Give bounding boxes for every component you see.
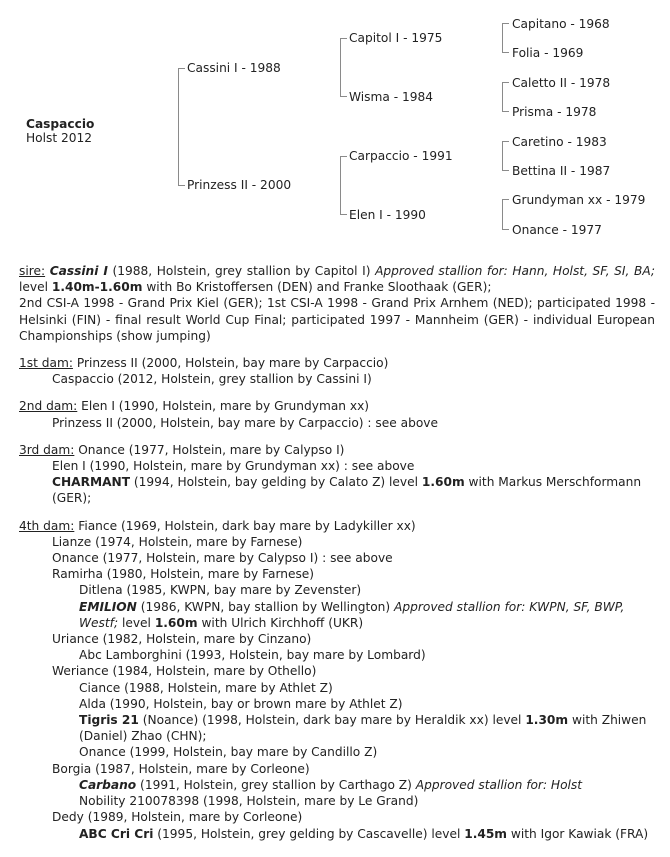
sire-riders: with Bo Kristoffersen (DEN) and Franke Sloothaak (GER);	[142, 280, 492, 295]
pedigree-connector	[502, 23, 503, 53]
pedigree-connector	[502, 199, 509, 200]
horse-rider: with Markus Merschformann (GER);	[52, 475, 642, 506]
offspring-entry: Caspaccio (2012, Holstein, grey stallion by Cassini I)	[52, 372, 372, 387]
offspring-entry: Dedy (1989, Holstein, mare by Corleone)	[52, 810, 303, 825]
sire-approved: Approved stallion for: Hann, Holst, SF, SI, BA;	[375, 264, 656, 278]
horse-name: Tigris 21	[79, 713, 139, 728]
offspring-entry: Ciance (1988, Holstein, mare by Athlet Z)	[79, 680, 333, 695]
sire-level: 1.40m-1.60m	[51, 280, 143, 295]
second-dam-section	[19, 398, 655, 430]
fourth-dam-section	[19, 518, 655, 842]
third-dam-label: 3rd dam:	[19, 442, 75, 457]
pedigree-dam-dam: Elen I - 1990	[349, 208, 426, 222]
pedigree-connector	[502, 23, 509, 24]
pedigree-connector	[502, 111, 509, 112]
pedigree-dam: Prinzess II - 2000	[187, 178, 292, 192]
horse-name: EMILION	[79, 599, 137, 614]
pedigree-connector	[502, 229, 509, 230]
offspring-entry-carbano	[19, 777, 655, 793]
horse-desc: (1994, Holstein, bay gelding by Calato Z) level	[130, 475, 422, 490]
second-dam-label: 2nd dam:	[19, 399, 78, 414]
pedigree-details	[19, 263, 655, 853]
pedigree-connector	[340, 96, 347, 97]
pedigree-ancestor: Caletto II - 1978	[512, 76, 611, 90]
offspring-entry: Ditlena (1985, KWPN, bay mare by Zevenster)	[79, 583, 362, 598]
pedigree-connector	[502, 141, 503, 171]
horse-desc: (Noance) (1998, Holstein, dark bay mare by Heraldik xx) level	[138, 713, 526, 728]
horse-name: ABC Cri Cri	[79, 826, 154, 841]
horse-level-prefix: level	[118, 615, 155, 630]
pedigree-subject-info: Holst 2012	[26, 131, 93, 145]
pedigree-connector	[502, 52, 509, 53]
pedigree-connector	[502, 141, 509, 142]
third-dam-text: Onance (1977, Holstein, mare by Calypso I)	[74, 442, 345, 457]
sire-section	[19, 263, 655, 344]
offspring-entry: Ramirha (1980, Holstein, mare by Farnese)	[52, 567, 315, 582]
offspring-entry: Nobility 210078398 (1998, Holstein, mare by Le Grand)	[79, 794, 419, 809]
horse-level: 1.30m	[525, 713, 569, 728]
fourth-dam-label: 4th dam:	[19, 518, 75, 533]
pedigree-connector	[502, 82, 503, 112]
horse-name: Carbano	[79, 777, 137, 792]
horse-approved: Approved stallion for: KWPN, SF, BWP, Westf;	[79, 599, 625, 630]
horse-desc: (1986, KWPN, bay stallion by Wellington)	[136, 599, 395, 614]
offspring-entry-abc-cri-cri	[19, 826, 655, 842]
third-dam-section	[19, 442, 655, 507]
pedigree-connector	[340, 214, 347, 215]
pedigree-connector	[178, 68, 185, 69]
offspring-entry: Uriance (1982, Holstein, mare by Cinzano)	[52, 632, 312, 647]
horse-level: 1.45m	[464, 826, 508, 841]
pedigree-connector	[340, 38, 347, 39]
offspring-entry: Onance (1999, Holstein, bay mare by Candillo Z)	[79, 745, 378, 760]
horse-rider: with Zhiwen (Daniel) Zhao (CHN);	[79, 713, 647, 744]
horse-desc: (1991, Holstein, grey stallion by Carthago Z)	[136, 777, 416, 792]
pedigree-connector	[178, 185, 185, 186]
offspring-entry: Elen I (1990, Holstein, mare by Grundyman xx) : see above	[52, 459, 415, 474]
horse-approved: Approved stallion for: Holst	[415, 777, 583, 792]
pedigree-connector	[340, 156, 347, 157]
fourth-dam-text: Fiance (1969, Holstein, dark bay mare by Ladykiller xx)	[74, 518, 416, 533]
horse-name: CHARMANT	[52, 475, 131, 490]
pedigree-ancestor: Folia - 1969	[512, 46, 584, 60]
offspring-entry: Alda (1990, Holstein, bay or brown mare by Athlet Z)	[79, 696, 403, 711]
pedigree-subject-name: Caspaccio	[26, 117, 95, 131]
pedigree-connector	[340, 156, 341, 215]
offspring-entry: Prinzess II (2000, Holstein, bay mare by Carpaccio) : see above	[52, 415, 439, 430]
horse-level: 1.60m	[154, 615, 198, 630]
pedigree-ancestor: Prisma - 1978	[512, 105, 597, 119]
offspring-entry: Onance (1977, Holstein, mare by Calypso I) : see above	[52, 551, 393, 566]
pedigree-connector	[340, 38, 341, 97]
pedigree-connector	[502, 199, 503, 230]
offspring-entry: Lianze (1974, Holstein, mare by Farnese)	[52, 534, 303, 549]
pedigree-ancestor: Grundyman xx - 1979	[512, 193, 646, 207]
pedigree-ancestor: Onance - 1977	[512, 223, 602, 237]
sire-label: sire:	[19, 264, 46, 278]
offspring-entry: Weriance (1984, Holstein, mare by Othello)	[52, 664, 317, 679]
pedigree-chart	[0, 0, 670, 250]
offspring-entry: Borgia (1987, Holstein, mare by Corleone)	[52, 761, 310, 776]
pedigree-dam-sire: Carpaccio - 1991	[349, 149, 453, 163]
sire-level-prefix: level	[19, 280, 52, 295]
pedigree-ancestor: Caretino - 1983	[512, 135, 607, 149]
horse-level: 1.60m	[421, 475, 465, 490]
pedigree-connector	[502, 82, 509, 83]
first-dam-section	[19, 355, 655, 387]
offspring-entry-tigris	[19, 712, 655, 744]
first-dam-text: Prinzess II (2000, Holstein, bay mare by Carpaccio)	[72, 356, 389, 371]
sire-results: 2nd CSI-A 1998 - Grand Prix Kiel (GER); 1st CSI-A 1998 - Grand Prix Arnhem (NED); participated 1998 - Helsinki (FIN) - final result World Cup Final; participated 1997 - Mannheim (GER) - individual European Championships (show jumping)	[19, 296, 655, 343]
second-dam-text: Elen I (1990, Holstein, mare by Grundyman xx)	[77, 399, 370, 414]
sire-desc: (1988, Holstein, grey stallion by Capitol I)	[107, 264, 376, 278]
offspring-entry-emilion	[19, 599, 655, 631]
pedigree-connector	[178, 68, 179, 186]
horse-rider: with Ulrich Kirchhoff (UKR)	[197, 615, 364, 630]
pedigree-ancestor: Bettina II - 1987	[512, 164, 611, 178]
pedigree-sire-dam: Wisma - 1984	[349, 90, 434, 104]
pedigree-sire: Cassini I - 1988	[187, 61, 281, 75]
offspring-entry: Abc Lamborghini (1993, Holstein, bay mare by Lombard)	[79, 648, 426, 663]
pedigree-connector	[502, 170, 509, 171]
pedigree-sire-sire: Capitol I - 1975	[349, 31, 443, 45]
horse-desc: (1995, Holstein, grey gelding by Cascavelle) level	[153, 826, 465, 841]
sire-name: Cassini I	[49, 264, 108, 278]
pedigree-ancestor: Capitano - 1968	[512, 17, 610, 31]
offspring-entry-charmant	[19, 474, 655, 506]
horse-rider: with Igor Kawiak (FRA)	[507, 826, 649, 841]
first-dam-label: 1st dam:	[19, 356, 73, 371]
